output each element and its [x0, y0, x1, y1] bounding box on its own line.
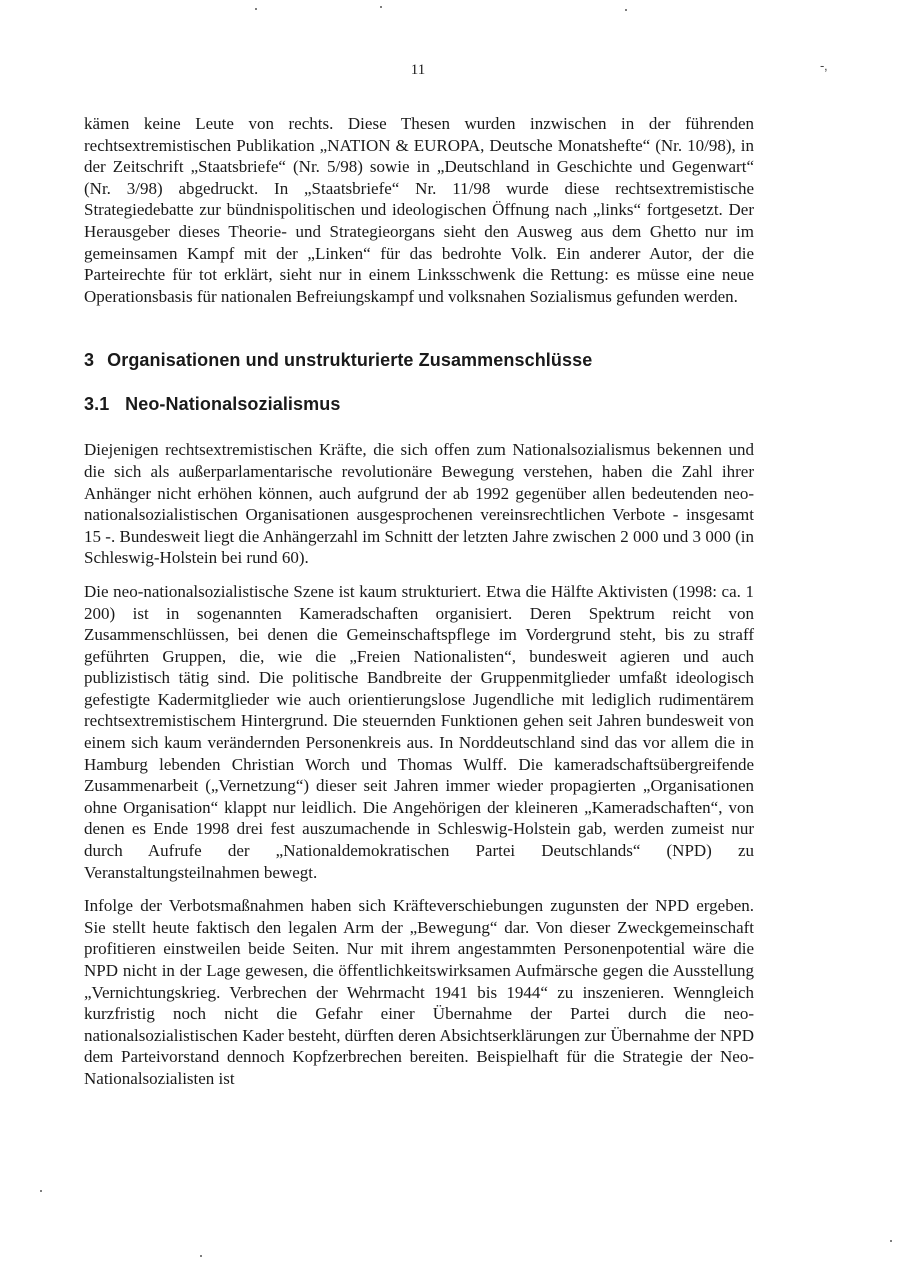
subsection-heading	[84, 393, 754, 415]
section-heading	[84, 349, 754, 371]
scan-speck	[380, 6, 382, 8]
scan-speck	[255, 8, 257, 10]
body-paragraph: Infolge der Verbotsmaßnahmen haben sich Kräfteverschiebungen zugunsten der NPD ergeben. Sie stellt heute faktisch den legalen Arm der „Bewegung“ dar. Von dieser Zweckgemeinschaft profitieren einstweilen beide Seiten. Nur mit ihrem angestammten Personenpotential wäre die NPD nicht in der Lage gewesen, die öffentlichkeitswirksamen Aufmärsche gegen die Ausstellung „Vernichtungskrieg. Verbrechen der Wehrmacht 1941 bis 1944“ zu inszenieren. Wenngleich kurzfristig noch nicht die Gefahr einer Übernahme der Partei durch die neo-nationalsozialistischen Kader besteht, dürften deren Absichtserklärungen zur Übernahme der NPD dem Parteivorstand dennoch Kopfzerbrechen bereiten. Beispielhaft für die Strategie der Neo-Nationalsozialisten ist	[84, 896, 754, 1088]
body-paragraph: Diejenigen rechtsextremistischen Kräfte, die sich offen zum Nationalsozialismus bekennen und die sich als außerparlamentarische revolutionäre Bewegung verstehen, haben die Zahl ihrer Anhänger nicht erhöhen können, auch aufgrund der ab 1992 gegenüber allen bedeutenden neo-nationalsozialistischen Organisationen ausgesprochenen vereinsrechtlichen Verbote - insgesamt 15 -. Bundesweit liegt die Anhängerzahl im Schnitt der letzten Jahre zwischen 2 000 und 3 000 (in Schleswig-Holstein bei rund 60).	[84, 440, 754, 568]
scan-speck	[200, 1255, 202, 1257]
scan-speck	[625, 9, 627, 11]
margin-mark: -‚	[820, 58, 828, 73]
section-number: 3	[84, 350, 95, 371]
subsection-number: 3.1	[84, 394, 110, 415]
body-paragraph-continued: kämen keine Leute von rechts. Diese Thesen wurden inzwischen in der führenden rechtsextremistischen Publikation „NATION & EUROPA, Deutsche Monatshefte“ (Nr. 10/98), in der Zeitschrift „Staatsbriefe“ (Nr. 5/98) sowie in „Deutschland in Geschichte und Gegenwart“ (Nr. 3/98) abgedruckt. In „Staatsbriefe“ Nr. 11/98 wurde diese rechtsextremistische Strategiedebatte zur bündnispolitischen und ideologischen Öffnung nach „links“ fortgesetzt. Der Herausgeber dieses Theorie- und Strategieorgans sieht den Ausweg aus dem Ghetto nur im gemeinsamen Kampf mit der „Linken“ für das bedrohte Volk. Ein anderer Autor, der die Parteirechte für tot erklärt, sieht nur in einem Linksschwenk die Rettung: es müsse eine neue Operationsbasis für nationalen Befreiungskampf und volksnahen Sozialismus gefunden werden.	[84, 114, 754, 306]
body-paragraph: Die neo-nationalsozialistische Szene ist kaum strukturiert. Etwa die Hälfte Aktivisten (1998: ca. 1 200) ist in sogenannten Kameradschaften organisiert. Deren Spektrum reicht von Zusammenschlüssen, bei denen die Gemeinschaftspflege im Vordergrund steht, bis zu straff geführten Gruppen, die, wie die „Freien Nationalisten“, bundesweit agieren und auch publizistisch tätig sind. Die politische Bandbreite der Gruppenmitglieder umfaßt ideologisch gefestigte Kadermitglieder wie auch orientierungslose Jugendliche mit lediglich rudimentärem rechtsextremistischem Hintergrund. Die steuernden Funktionen gehen seit Jahren bundesweit von einem sich kaum verändernden Personenkreis aus. In Norddeutschland sind das vor allem die in Hamburg lebenden Christian Worch und Thomas Wulff. Die kameradschaftsübergreifende Zusammenarbeit („Vernetzung“) dieser seit Jahren immer wieder propagierten „Organisationen ohne Organisation“ klappt nur leidlich. Die Angehörigen der kleineren „Kameradschaften“, von denen es Ende 1998 drei fest auszumachende in Schleswig-Holstein gab, werden zumeist nur durch Aufrufe der „Nationaldemokratischen Partei Deutschlands“ (NPD) zu Veranstaltungsteilnahmen bewegt.	[84, 581, 754, 882]
scan-speck	[890, 1240, 892, 1242]
page-content	[84, 113, 754, 1090]
section-title: Organisationen und unstrukturierte Zusammenschlüsse	[107, 350, 593, 371]
subsection-title: Neo-Nationalsozialismus	[125, 394, 341, 415]
scan-speck	[40, 1190, 42, 1192]
page-number: 11	[410, 62, 426, 78]
